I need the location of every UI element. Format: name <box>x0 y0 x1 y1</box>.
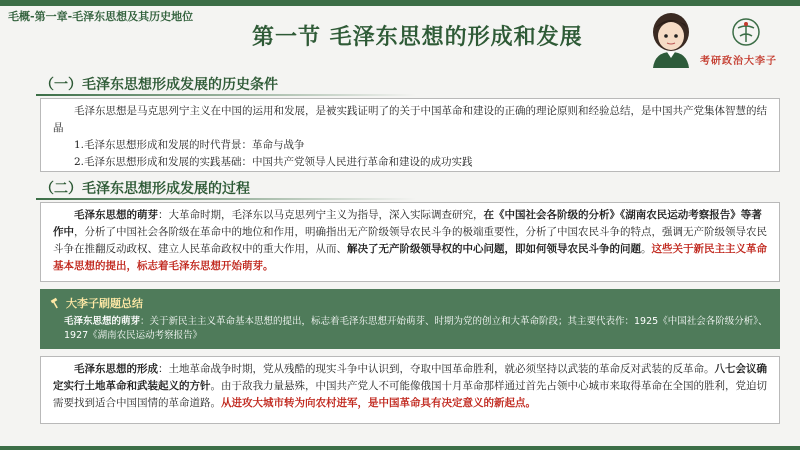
formation-box <box>40 356 780 424</box>
avatar <box>645 10 697 68</box>
top-bar <box>0 0 800 6</box>
formation-text: 。由于敌我力量悬殊，中国共产党人不可能像俄国十月革命那样通过首先占领中心城市来取得革命在全国的胜利，党迫切需要找到适合中国国情的革命道路。 <box>53 380 767 409</box>
sprout-box <box>40 202 780 282</box>
formation-label: 毛泽东思想的形成 <box>74 363 158 375</box>
sprout-paragraph <box>53 207 769 275</box>
summary-text: ：关于新民主主义革命基本思想的提出，标志着毛泽东思想开始萌芽、时期为党的创立和大革命阶段；其主要代表作：1925《中国社会各阶级分析》、1927《湖南农民运动考察报告》 <box>64 316 768 341</box>
section-heading-history: （一）毛泽东思想形成发展的历史条件 <box>40 77 278 93</box>
brand-text: 考研政治大李子 <box>700 56 777 67</box>
sprout-text: ：大革命时期，毛泽东以马克思列宁主义为指导，深入实际调查研究， <box>158 209 484 221</box>
sprout-label: 毛泽东思想的萌芽 <box>74 209 158 221</box>
history-conditions-box <box>40 98 780 172</box>
history-item: 2.毛泽东思想形成和发展的实践基础：中国共产党领导人民进行革命和建设的成功实践 <box>74 156 473 168</box>
summary-panel <box>40 289 780 349</box>
heading-underline <box>36 94 416 96</box>
heading-underline <box>36 198 416 200</box>
formation-conclusion: 从进攻大城市转为向农村进军，是中国革命具有决定意义的新起点。 <box>221 397 536 409</box>
sprout-works: 在《中国社会各阶级的分析》《湖南农民运动考察报告》等著作中 <box>53 209 762 238</box>
summary-body <box>50 315 770 343</box>
formation-key-point: 八七会议确定实行土地革命和武装起义的方针 <box>53 363 767 392</box>
sprout-key-point: 解决了无产阶级领导权的中心问题，即如何领导农民斗争的问题 <box>347 243 641 255</box>
formation-paragraph <box>53 361 769 412</box>
page-title: 第一节 毛泽东思想的形成和发展 <box>252 24 583 50</box>
summary-title-text: 大李子刷题总结 <box>66 297 143 310</box>
section-heading-process: （二）毛泽东思想形成发展的过程 <box>40 181 250 197</box>
sprout-text: 。 <box>641 243 652 255</box>
history-intro: 毛泽东思想是马克思列宁主义在中国的运用和发展，是被实践证明了的关于中国革命和建设的正确的理论原则和经验总结，是中国共产党集体智慧的结晶 <box>53 105 767 134</box>
breadcrumb: 毛概-第一章-毛泽东思想及其历史地位 <box>8 10 194 23</box>
formation-text: ：土地革命战争时期，党从残酷的现实斗争中认识到，夺取中国革命胜利，就必须坚持以武装的革命反对武装的反革命。 <box>158 363 715 375</box>
summary-label: 毛泽东思想的萌芽 <box>64 316 141 327</box>
bottom-bar <box>0 446 800 450</box>
history-item: 1.毛泽东思想形成和发展的时代背景：革命与战争 <box>74 139 305 151</box>
sprout-text: ，分析了中国社会各阶级在革命中的地位和作用，明确指出无产阶级领导农民斗争的极端重要性，分析了中国农民斗争的特点，强调无产阶级领导农民斗争在推翻反动政权、建立人民革命政权中的重大作用，从而、 <box>53 226 767 255</box>
summary-title <box>50 295 770 311</box>
hammer-icon <box>50 297 62 309</box>
sprout-conclusion: 这些关于新民主主义革命基本思想的提出，标志着毛泽东思想开始萌芽。 <box>53 243 767 272</box>
